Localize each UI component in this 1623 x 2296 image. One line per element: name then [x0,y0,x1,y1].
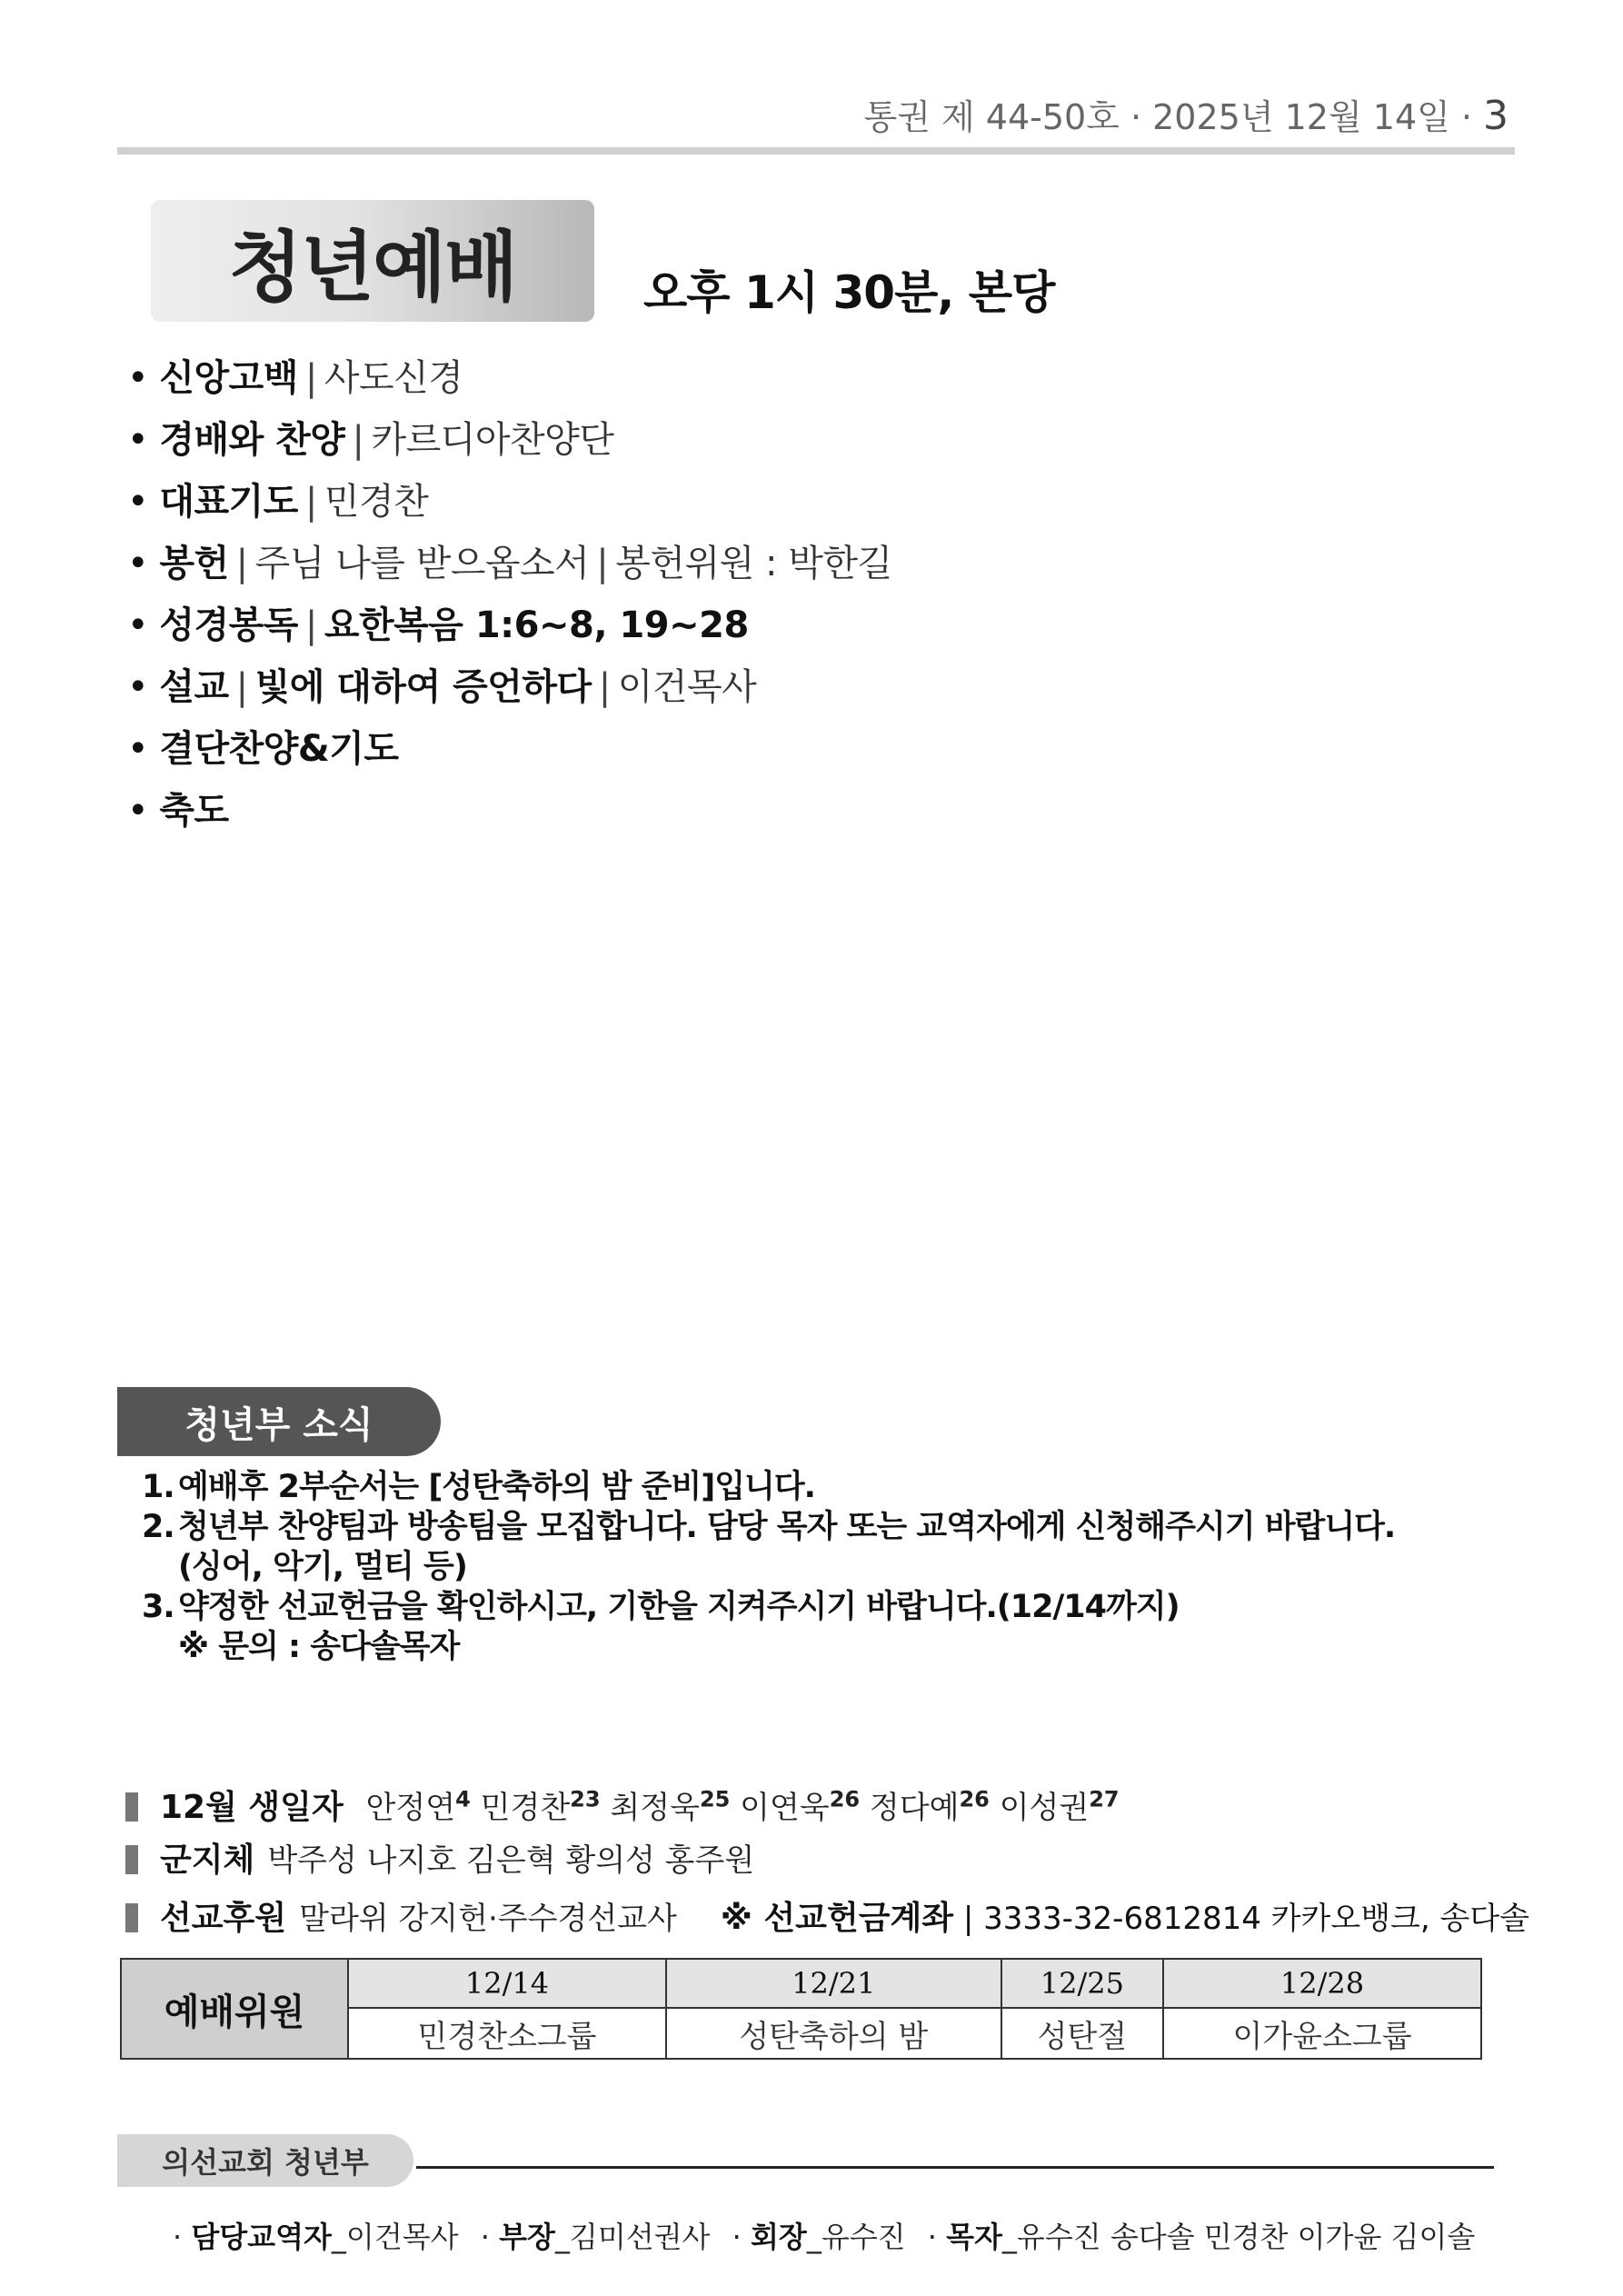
bullet: • [127,604,149,646]
separator: | [304,357,317,399]
birthday-day: 23 [570,1786,601,1812]
bullet: • [127,790,149,832]
dot: · [732,2220,742,2254]
cell-line [125,1834,754,1881]
separator: | [596,543,609,584]
scripture-reference: 요한복음 1:6~8, 19~28 [324,604,749,646]
org-name-tab: 의선교회 청년부 [117,2134,413,2187]
birthday-name: 정다예 [869,1790,960,1826]
duty-cell: 민경찬소그룹 [348,2008,666,2059]
staff-role: 회장 [750,2220,807,2254]
birthday-label: 12월 생일자 [160,1789,344,1826]
order-label: 축도 [159,790,229,832]
news-subtext: ※ 문의 : 송다솔목자 [178,1629,460,1665]
birthday-name: 이연욱 [740,1790,830,1826]
news-subtext: (싱어, 악기, 멀티 등) [178,1549,467,1585]
staff-names: _유수진 [806,2220,906,2254]
issue-header [863,89,1508,139]
cell-names: 박주성 나지호 김은혁 황의성 홍주원 [267,1842,755,1879]
staff-names: _유수진 송다솔 민경찬 이가윤 김이솔 [1001,2220,1476,2254]
birthday-day: 26 [829,1786,861,1812]
separator: | [235,666,248,708]
birthday-name: 안정연 [365,1790,456,1826]
separator: | [235,543,248,584]
bar-marker [125,1792,138,1822]
news-number: 1. [142,1469,174,1505]
duty-cell: 이가윤소그룹 [1163,2008,1481,2059]
header-rule [117,147,1515,155]
service-title: 청년예배 [228,222,517,312]
staff-item [928,2220,1476,2254]
service-time-place: 오후 1시 30분, 본당 [643,266,1055,319]
order-detail: 민경찬 [324,481,429,523]
staff-line [173,2214,1488,2256]
order-label: 대표기도 [159,481,298,523]
order-label: 경배와 찬양 [159,419,345,461]
birthday-name: 민경찬 [480,1790,571,1826]
bar-marker [125,1903,138,1932]
order-item [127,598,892,660]
table-row-header: 예배위원 [121,1959,348,2059]
birthday-name: 이성권 [999,1790,1090,1826]
service-title-box [151,200,594,322]
order-label: 봉헌 [159,543,229,584]
order-label: 결단찬양&기도 [159,728,399,770]
news-section-title: 청년부 소식 [117,1387,441,1456]
staff-item [481,2220,711,2254]
order-detail: 사도신경 [324,357,463,399]
separator: | [304,481,317,523]
mission-value: 말라위 강지헌·주수경선교사 [299,1901,677,1937]
mission-line [125,1892,1529,1939]
issue-info: 통권 제 44-50호 · 2025년 12월 14일 · [863,97,1472,137]
staff-role: 부장 [499,2220,555,2254]
news-item [142,1467,1395,1507]
sermon-title: 빛에 대하여 증언하다 [254,666,592,708]
staff-role: 목자 [946,2220,1002,2254]
order-of-service [127,351,892,845]
news-number: 2. [142,1509,174,1545]
news-text: 약정한 선교헌금을 확인하시고, 기한을 지켜주시기 바랍니다.(12/14까지) [178,1589,1180,1625]
order-detail-2: 봉헌위원 : 박한길 [615,543,892,584]
preacher: 이건목사 [617,666,757,708]
table-row [121,1959,1481,2008]
bullet: • [127,481,149,523]
dot: · [173,2220,183,2254]
order-item [127,660,892,722]
birthday-line [125,1782,1120,1828]
duty-cell: 성탄축하의 밤 [666,2008,1001,2059]
order-item [127,413,892,474]
order-item [127,722,892,784]
duty-cell: 성탄절 [1001,2008,1163,2059]
staff-names: _이건목사 [331,2220,459,2254]
news-text: 예배후 2부순서는 [성탄축하의 밤 준비]입니다. [178,1469,815,1505]
order-item [127,536,892,598]
cell-label: 군지체 [160,1842,255,1879]
date-cell: 12/28 [1163,1959,1481,2008]
bar-marker [125,1845,138,1874]
separator: | [598,666,611,708]
bullet: • [127,543,149,584]
dot: · [927,2220,937,2254]
birthday-day: 26 [959,1786,990,1812]
order-detail: 카르디아찬양단 [371,419,614,461]
birthday-day: 27 [1089,1786,1120,1812]
news-item [142,1507,1395,1547]
worship-duty-table [120,1958,1482,2060]
birthday-name: 최정욱 [610,1790,700,1826]
order-item [127,351,892,413]
news-list [142,1467,1395,1667]
birthday-list [365,1786,1120,1826]
order-label: 신앙고백 [159,357,298,399]
date-cell: 12/21 [666,1959,1001,2008]
date-cell: 12/14 [348,1959,666,2008]
separator: | [352,419,364,461]
account-label: ※ 선교헌금계좌 [720,1900,954,1937]
news-number: 3. [142,1589,174,1625]
news-text: 청년부 찬양팀과 방송팀을 모집합니다. 담당 목자 또는 교역자에게 신청해주시기 바랍니다. [178,1509,1396,1545]
birthday-day: 4 [455,1786,471,1812]
staff-item [173,2220,459,2254]
bullet: • [127,728,149,770]
order-detail: 주님 나를 받으옵소서 [254,543,590,584]
news-item [142,1587,1395,1627]
separator: | [304,604,317,646]
footer-rule [416,2166,1494,2169]
dot: · [480,2220,490,2254]
birthday-day: 25 [699,1786,731,1812]
order-label: 성경봉독 [159,604,298,646]
staff-item [732,2220,906,2254]
date-cell: 12/25 [1001,1959,1163,2008]
order-item [127,474,892,536]
page-number: 3 [1483,93,1508,139]
mission-label: 선교후원 [160,1900,287,1937]
bullet: • [127,357,149,399]
order-label: 설교 [159,666,229,708]
bullet: • [127,666,149,708]
account-value: | 3333-32-6812814 카카오뱅크, 송다솔 [962,1901,1530,1937]
bullet: • [127,419,149,461]
order-item [127,784,892,845]
staff-names: _김미선권사 [554,2220,711,2254]
staff-role: 담당교역자 [191,2220,332,2254]
